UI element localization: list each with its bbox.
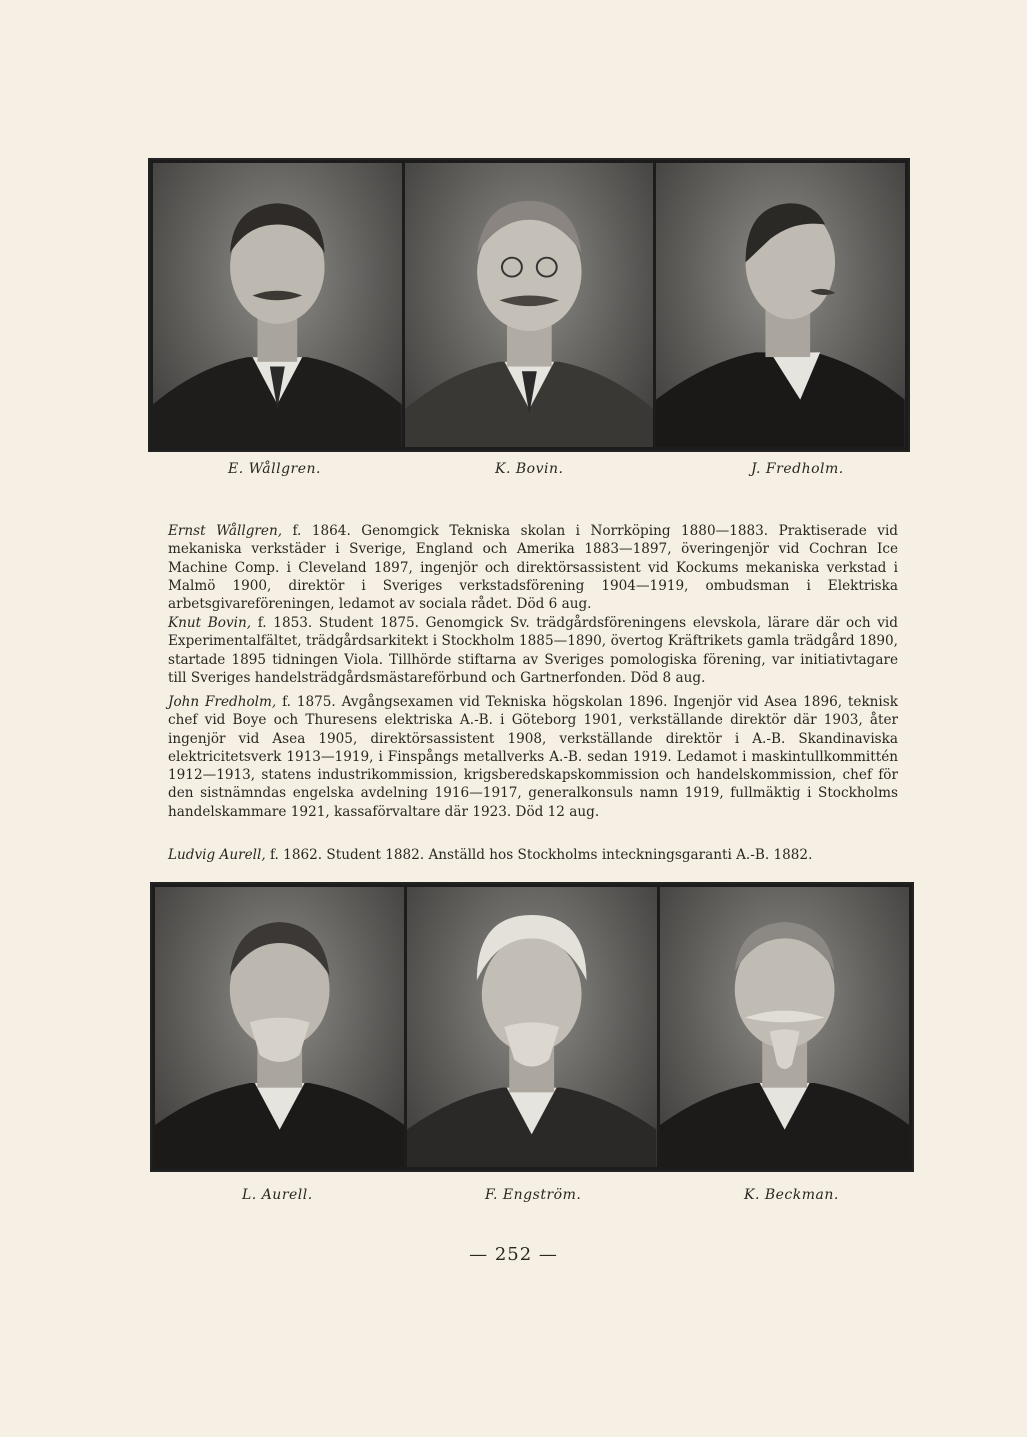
portrait-aurell [155, 887, 404, 1167]
bio-text: f. 1862. Student 1882. Anställd hos Stockholms inteckningsgaranti A.-B. 1882. [265, 847, 813, 863]
caption-aurell: L. Aurell. [242, 1187, 313, 1203]
portrait-engstrom [407, 887, 656, 1167]
bio-name: Ludvig Aurell, [168, 847, 266, 863]
top-portrait-strip [148, 158, 910, 452]
bio-bovin [168, 614, 898, 687]
caption-beckman: K. Beckman. [744, 1187, 839, 1203]
portrait-fredholm [656, 163, 905, 447]
bio-name: Knut Bovin, [168, 615, 252, 631]
bio-fredholm [168, 693, 898, 821]
bottom-portrait-strip [150, 882, 914, 1172]
bio-wallgren [168, 522, 898, 613]
bio-name: Ernst Wållgren, [168, 523, 283, 539]
portrait-wallgren [153, 163, 402, 447]
portrait-bovin [405, 163, 654, 447]
caption-engstrom: F. Engström. [485, 1187, 582, 1203]
bio-text: f. 1853. Student 1875. Genomgick Sv. trädgårdsföreningens elevskola, lärare där och vid Experimentalfältet, trädgårdsarkitekt i Stockholm 1885—1890, övertog Kräftrikets gamla trädgård 1890, startade 1895 tidningen Viola. Tillhörde stiftarna av Sveriges pomologiska förening, var initiativtagare till Sveriges handelsträdgårdsmästareförbund och Gartnerfonden. Död 8 aug. [168, 615, 898, 686]
bio-aurell [168, 846, 898, 864]
caption-fredholm: J. Fredholm. [751, 461, 844, 477]
bio-text: f. 1875. Avgångsexamen vid Tekniska högskolan 1896. Ingenjör vid Asea 1896, teknisk chef vid Boye och Thuresens elektriska A.-B. i Göteborg 1901, verkställande direktör där 1903, åter ingenjör vid Asea 1905, direktörsassistent 1908, verkställande direktör i A.-B. Skandinaviska elektricitetsverk 1913—1919, i Finspångs metallverks A.-B. sedan 1919. Ledamot i maskintullkommittén 1912—1913, statens industrikommission, krigsberedskapskommission och handelskommission, chef för den sistnämndas engelska avdelning 1916—1917, generalkonsuls namn 1919, fullmäktig i Stockholms handelskammare 1921, kassaförvaltare där 1923. Död 12 aug. [168, 694, 898, 820]
page-number: — 252 — [469, 1244, 558, 1265]
caption-wallgren: E. Wållgren. [228, 461, 322, 477]
caption-bovin: K. Bovin. [495, 461, 564, 477]
portrait-beckman [660, 887, 909, 1167]
bio-name: John Fredholm, [168, 694, 277, 710]
bio-text: f. 1864. Genomgick Tekniska skolan i Norrköping 1880—1883. Praktiserade vid mekaniska verkstäder i Sverige, England och Amerika 1883—1897, överingenjör vid Cochran Ice Machine Comp. i Cleveland 1897, ingenjör och direktörsassistent vid Kockums mekaniska verkstad i Malmö 1900, direktör i Sveriges verkstadsförening 1904—1919, ombudsman i Elektriska arbetsgivareföreningen, ledamot av sociala rådet. Död 6 aug. [168, 523, 898, 613]
